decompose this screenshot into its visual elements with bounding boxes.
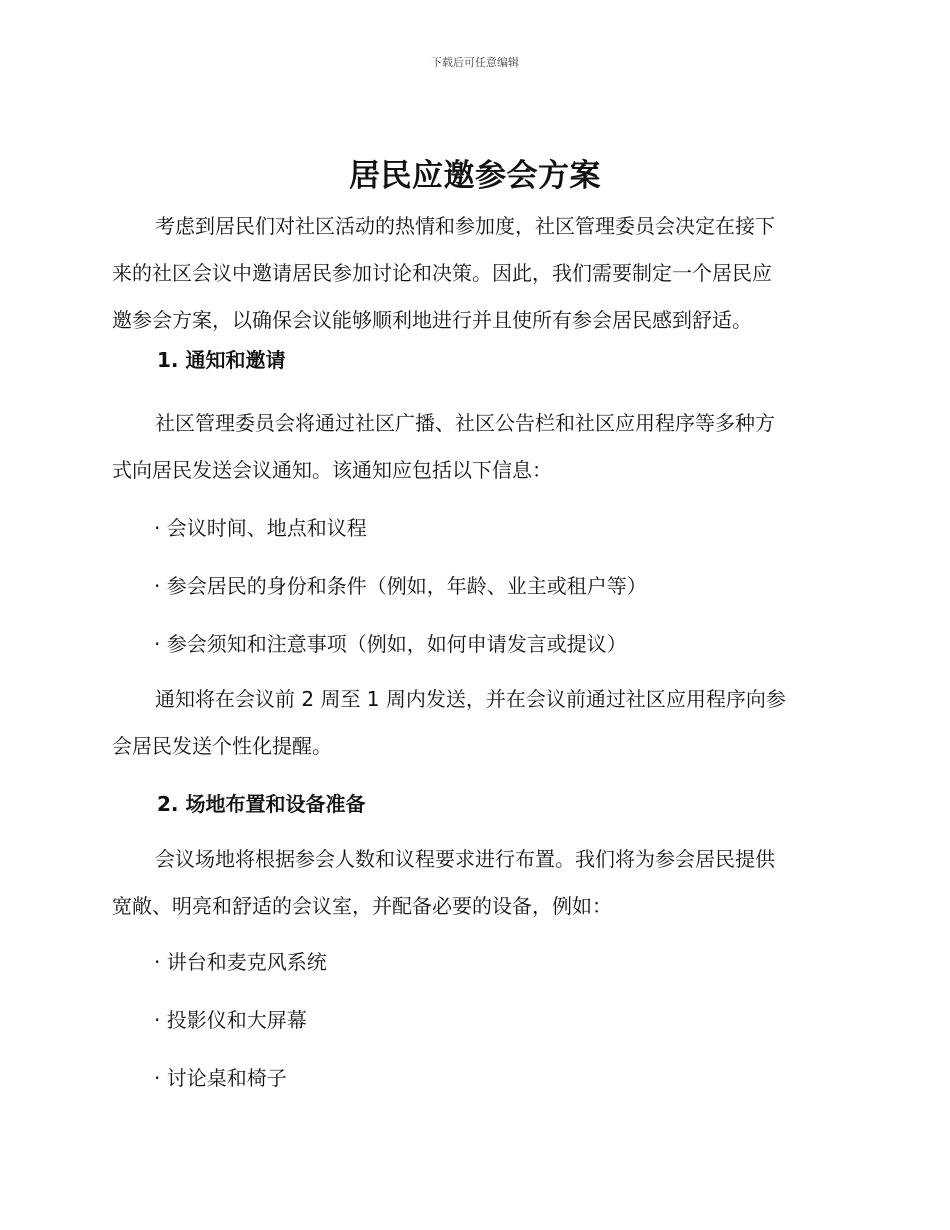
- section-1-para-2-line-1: 通知将在会议前 2 周至 1 周内发送，并在会议前通过社区应用程序向参: [155, 687, 786, 711]
- section-1-para-1-line-1: 社区管理委员会将通过社区广播、社区公告栏和社区应用程序等多种方: [155, 411, 775, 435]
- document-title: 居民应邀参会方案: [349, 158, 601, 194]
- section-1-para-1-line-2: 式向居民发送会议通知。该通知应包括以下信息：: [112, 458, 552, 482]
- section-1-paragraph-1: [112, 400, 832, 494]
- section-1-bullet-1: · 会议时间、地点和议程: [154, 516, 367, 540]
- section-1-bullet-2: · 参会居民的身份和条件（例如，年龄、业主或租户等）: [154, 574, 647, 598]
- intro-line-3: 邀参会方案，以确保会议能够顺利地进行并且使所有参会居民感到舒适。: [112, 308, 752, 332]
- section-2-bullet-3: · 讨论桌和椅子: [154, 1066, 287, 1090]
- page-header-note: 下载后可任意编辑: [431, 56, 519, 69]
- section-2-para-1-line-2: 宽敞、明亮和舒适的会议室，并配备必要的设备，例如：: [112, 894, 612, 918]
- section-2-heading: 2. 场地布置和设备准备: [157, 792, 366, 816]
- section-2-para-1-line-1: 会议场地将根据参会人数和议程要求进行布置。我们将为参会居民提供: [155, 847, 775, 871]
- section-1-bullet-3: · 参会须知和注意事项（例如，如何申请发言或提议）: [154, 632, 627, 656]
- section-1-para-2-line-2: 会居民发送个性化提醒。: [112, 734, 332, 758]
- section-2-paragraph-1: [112, 836, 832, 930]
- section-1-paragraph-2: [112, 676, 832, 770]
- section-2-bullet-1: · 讲台和麦克风系统: [154, 950, 327, 974]
- intro-paragraph: [112, 203, 832, 344]
- intro-line-2: 来的社区会议中邀请居民参加讨论和决策。因此，我们需要制定一个居民应: [112, 261, 772, 285]
- section-2-bullet-2: · 投影仪和大屏幕: [154, 1008, 307, 1032]
- section-1-heading: 1. 通知和邀请: [157, 348, 286, 372]
- intro-line-1: 考虑到居民们对社区活动的热情和参加度，社区管理委员会决定在接下: [155, 214, 775, 238]
